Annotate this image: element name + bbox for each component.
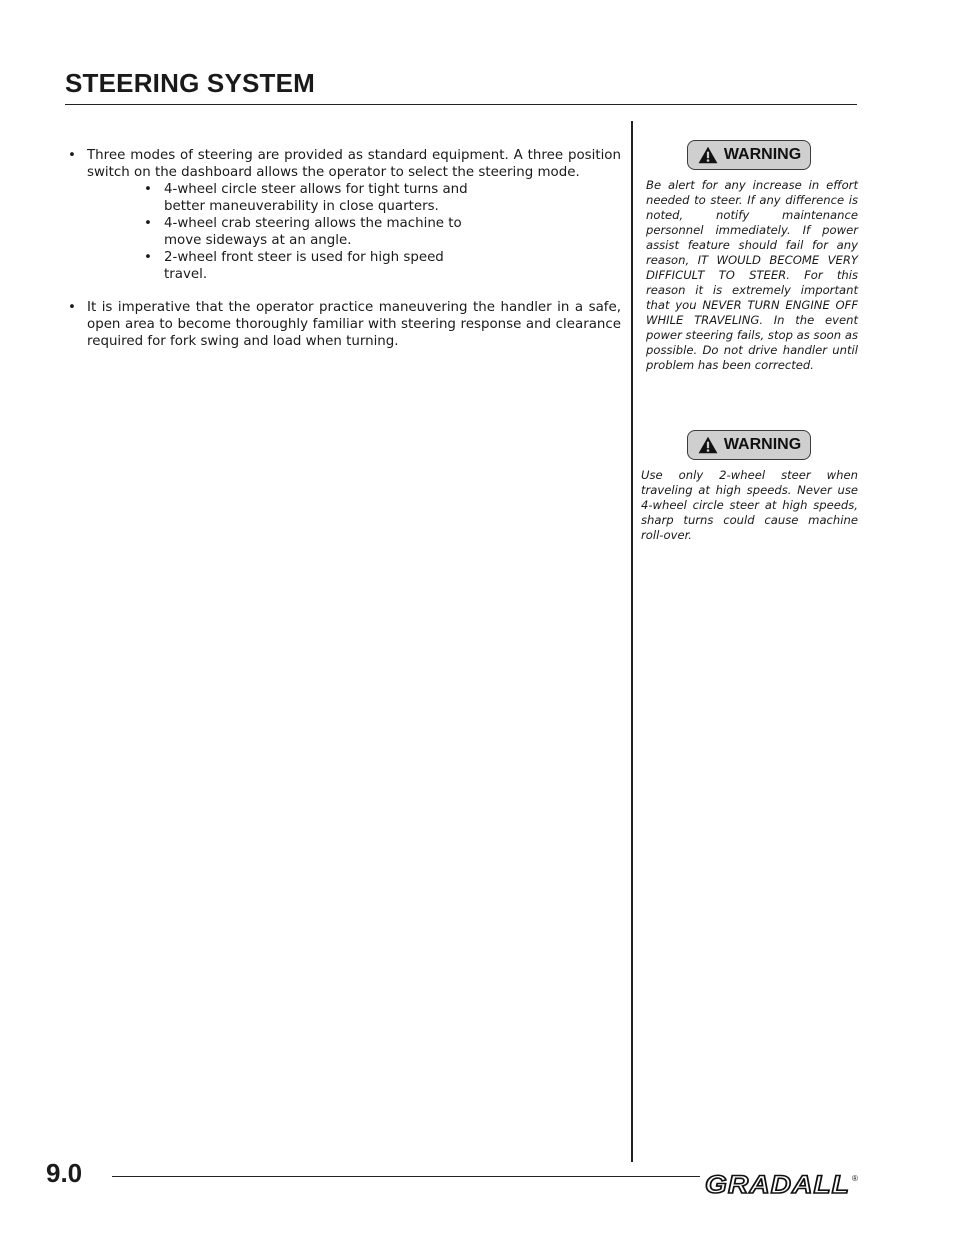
warning-triangle-icon [698,146,718,164]
warning-box-1 [640,140,858,373]
list-item: • 4-wheel crab steering allows the machine to move sideways at an angle. [144,215,477,249]
page-title: STEERING SYSTEM [65,68,316,98]
warning-text: Be alert for any increase in effort needed to steer. If any difference is noted, notify maintenance personnel immediately. If power assist feature should fail for any reason, IT WOULD BECOME VERY DIFFICULT TO STEER. For this reason it is extremely important that you NEVER TURN ENGINE OFF WHILE TRAVELING. In the event power steering fails, stop as soon as possible. Do not drive handler until problem has been corrected. [646,178,858,372]
list-item: • 4-wheel circle steer allows for tight turns and better maneuverability in close quarters. [144,181,477,215]
list-item [68,147,621,283]
page-number: 9.0 [46,1158,83,1188]
column-divider [631,121,633,1162]
warning-label: WARNING [723,436,802,453]
bullet-list [68,147,621,350]
title-divider [65,104,857,105]
main-column [68,147,621,366]
list-item: • 2-wheel front steer is used for high speed travel. [144,249,477,283]
bullet-text: Three modes of steering are provided as standard equipment. A three position switch on the dashboard allows the operator to select the steering mode. [87,148,621,180]
warning-badge [687,140,811,170]
warning-triangle-icon [698,436,718,454]
warning-label: WARNING [723,146,802,163]
warning-badge [687,430,811,460]
warning-box-2 [640,430,858,543]
footer-divider [112,1176,700,1177]
logo-registered-mark: ® [852,1174,858,1183]
list-item: • It is imperative that the operator practice maneuvering the handler in a safe, open area to become thoroughly familiar with steering response and clearance required for fork swing and load when turning. [68,299,621,350]
sub-bullet-list [87,181,477,283]
warning-text: Use only 2-wheel steer when traveling at high speeds. Never use 4-wheel circle steer at high speeds, sharp turns could cause machine roll-over. [641,468,858,542]
gradall-logo [703,1169,859,1197]
logo-wordmark: GRADALL [705,1171,850,1197]
